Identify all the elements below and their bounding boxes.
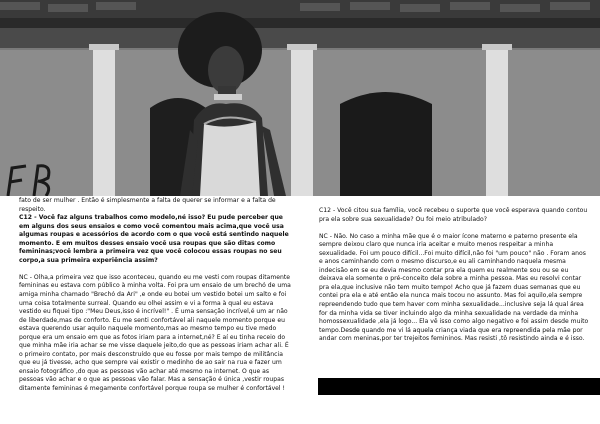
right-column — [319, 207, 591, 344]
question-c12: C12 - Você faz alguns trabalhos como modelo,né isso? Eu pude perceber que em alguns dos seus ensaios e como você comentou mais acima,que você usa algumas roupas e acessórios de acordo com o que você está sentindo naquele momento. E em muitos desses ensaio você usa roupas que são ditas como femininas;você lembra a primeira vez que você colocou essas roupas no seu corpo,a sua primeira experiência assim? — [19, 214, 289, 264]
cover-photo — [0, 0, 600, 196]
photo-illustration — [0, 0, 600, 196]
left-column — [19, 197, 291, 394]
footer-black-bar — [318, 378, 600, 395]
answer-c12: NC - Olha,a primeira vez que isso aconteceu, quando eu me vesti com roupas ditamente femininas eu estava com público à minha volta. Foi pra um ensaio de um brechó de uma amiga minha chamado "Brechó da Ari" ,e onde eu botei um vestido botei um salto e foi uma coisa totalmente surreal. Quando eu olhei assim e vi a forma à qual eu estava vestido eu fiquei tipo :"Meu Deus,isso é incrível!" . É uma sensação incrível,é um ar não de liberdade,mas de conforto. Eu me senti confortável ali naquele momento porque eu estava querendo usar aquilo naquele momento,mas ao mesmo tempo eu tive medo porque era um ensaio em que as fotos iriam para a internet,né? E aí eu tinha receio do que minha mãe iria achar se me visse daquele jeito,do que as pessoas iriam achar ali. É o primeiro contato, por mais desconstruído que eu fosse por mais tempo de militância que eu já tivesse, acho que sempre vai existir o medinho de ao sair na rua e fazer um ensaio fotográfico ,do que as pessoas vão achar até mesmo na internet. O que as pessoas vão achar e o que as pessoas vão falar. Mas a sensação é única ,vestir roupas ditamente femininas é megamente confortável porque roupa se mulher é confortável ! — [19, 273, 291, 393]
intro-paragraph: fato de ser mulher . Então é simplesmente a falta de querer se informar e a falta de respeito. — [19, 197, 276, 213]
question-c12b: C12 - Você citou sua família, você recebeu o suporte que você esperava quando contou pra ela sobre sua sexualidade? Ou foi meio atribulado? — [319, 207, 588, 223]
answer-c12b: NC - Não. No caso a minha mãe que é o maior ícone materno e paterno presente ela sempre deixou claro que nunca iria aceitar e muito menos respeitar a minha sexualidade. Foi um pouco difícil...Foi muito difícil,não foi "um pouco" não . Foram anos e anos caminhando com o mesmo discurso,e eu ali caminhando naquela mesma indecisão em se eu devia mesmo contar pra ela quem eu realmente sou ou se eu deixava ela somente o pré-conceito dela sobre a minha pessoa. Mas eu resolvi contar pra ela,que inclusive não tem muito tempo! Acho que já fazem duas semanas que eu contei pra ela e até então ela nunca mais tocou no assunto. Mas foi aquilo,ela sempre repreendendo tudo que tem haver com minha sexualidade...inclusive seja lá qual área for da minha vida se tiver incluindo algo da minha sexualidade na verdade da minha homossexualidade ,ela já logo... Ela vê isso como algo negativo e foi assim desde muito tempo.Desde quando me vi lá aquela criança viada que era repreendida pela mãe por andar com meninas,por ter trejeitos femininos. Mas resisti ,tô resistindo ainda e é isso. — [319, 232, 589, 343]
